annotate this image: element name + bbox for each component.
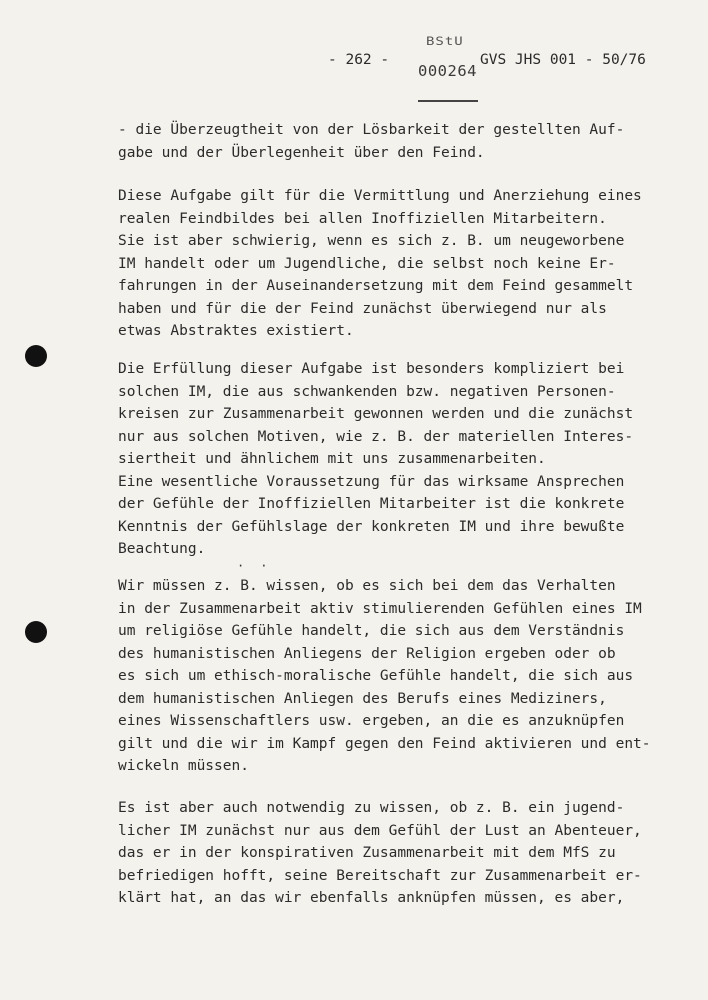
text-line: licher IM zunächst nur aus dem Gefühl der Lust an Abenteuer, (118, 822, 642, 839)
text-line: in der Zusammenarbeit aktiv stimulierenden Gefühlen eines IM (118, 600, 642, 617)
text-line: siertheit und ähnlichem mit uns zusammenarbeiten. (118, 451, 546, 467)
text-line: Die Erfüllung dieser Aufgabe ist besonders kompliziert bei (118, 361, 625, 377)
text-line: klärt hat, an das wir ebenfalls anknüpfen müssen, es aber, (118, 890, 625, 906)
text-line: fahrungen in der Auseinandersetzung mit dem Feind gesammelt (118, 278, 634, 294)
text-line: Beachtung. (118, 541, 206, 557)
text-line: nur aus solchen Motiven, wie z. B. der materiellen Interes- (118, 428, 634, 445)
text-line: des humanistischen Anliegens der Religion ergeben oder ob (118, 645, 616, 662)
stamp-number: 000264 (418, 62, 477, 80)
text-line: solchen IM, die aus schwankenden bzw. negativen Personen- (118, 383, 616, 400)
text-line: Es ist aber auch notwendig zu wissen, ob z. B. ein jugend- (118, 800, 625, 816)
paragraph-5 (118, 797, 642, 910)
text-line: um religiöse Gefühle handelt, die sich aus dem Verständnis (118, 623, 625, 639)
paragraph-1 (118, 119, 624, 164)
text-line: der Gefühle der Inoffiziellen Mitarbeiter ist die konkrete (118, 496, 625, 512)
agency-stamp: BStU (426, 35, 464, 49)
text-line: gilt und die wir im Kampf gegen den Feind aktivieren und ent- (118, 735, 651, 752)
text-line: IM handelt oder um Jugendliche, die selbst noch keine Er- (118, 255, 616, 272)
text-line: wickeln müssen. (118, 758, 249, 774)
ink-dots: ·· (237, 559, 284, 573)
text-line: eines Wissenschaftlers usw. ergeben, an die es anzuknüpfen (118, 713, 625, 729)
text-line: realen Feindbildes bei allen Inoffiziellen Mitarbeitern. (118, 210, 607, 227)
paragraph-4 (118, 575, 651, 778)
text-line: gabe und der Überlegenheit über den Feind. (118, 144, 485, 161)
text-line: das er in der konspirativen Zusammenarbeit mit dem MfS zu (118, 845, 616, 861)
text-line: haben und für die der Feind zunächst überwiegend nur als (118, 300, 607, 317)
text-line: befriedigen hofft, seine Bereitschaft zur Zusammenarbeit er- (118, 867, 642, 884)
page-number: - 262 - (328, 52, 390, 68)
text-line: Diese Aufgabe gilt für die Vermittlung und Anerziehung eines (118, 188, 642, 204)
text-line: es sich um ethisch-moralische Gefühle handelt, die sich aus (118, 668, 634, 684)
text-line: etwas Abstraktes existiert. (118, 323, 354, 339)
punch-hole-icon (25, 621, 47, 643)
text-line: Sie ist aber schwierig, wenn es sich z. B. um neugeworbene (118, 233, 625, 249)
text-line: dem humanistischen Anliegen des Berufs eines Mediziners, (118, 690, 607, 707)
text-line: - die Überzeugtheit von der Lösbarkeit der gestellten Auf- (118, 122, 625, 138)
paragraph-3 (118, 358, 633, 561)
punch-hole-icon (25, 345, 47, 367)
paragraph-2 (118, 185, 642, 343)
stamp-underline (418, 100, 478, 102)
document-code: GVS JHS 001 - 50/76 (480, 52, 646, 68)
text-line: Kenntnis der Gefühlslage der konkreten IM und ihre bewußte (118, 518, 625, 535)
text-line: kreisen zur Zusammenarbeit gewonnen werden und die zunächst (118, 406, 634, 422)
text-line: Wir müssen z. B. wissen, ob es sich bei dem das Verhalten (118, 578, 616, 594)
text-line: Eine wesentliche Voraussetzung für das wirksame Ansprechen (118, 473, 625, 490)
